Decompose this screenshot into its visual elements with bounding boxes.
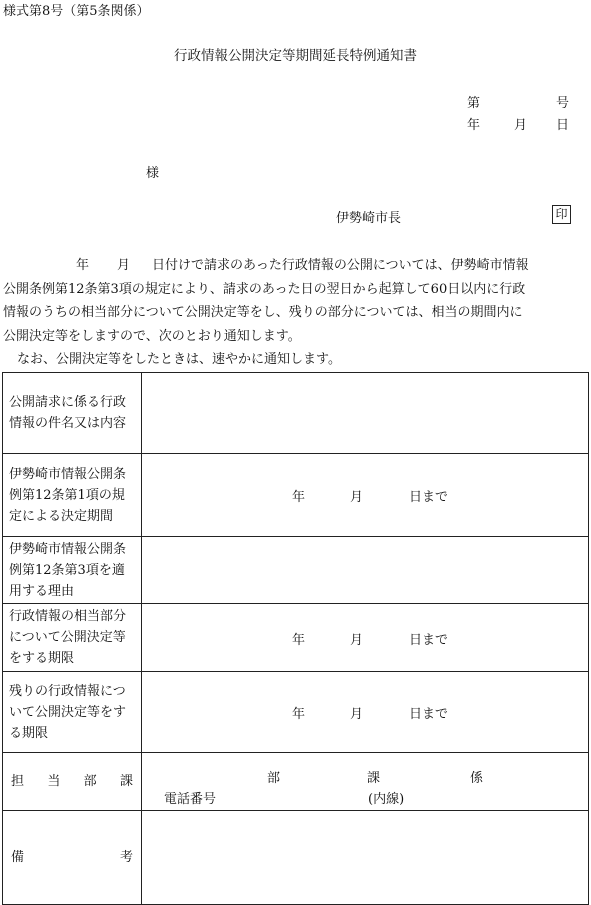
document-title: 行政情報公開決定等期間延長特例通知書 xyxy=(174,48,417,64)
remarks-label xyxy=(3,811,142,905)
body-line-1-text: 日付けで請求のあった行政情報の公開については、伊勢崎市情報 xyxy=(152,258,529,273)
extension-label: (内線) xyxy=(368,792,405,807)
dept-kakari-label: 係 xyxy=(470,771,484,786)
department-label xyxy=(3,753,142,811)
body-line-5: なお、公開決定等をしたときは、速やかに通知します。 xyxy=(17,352,341,367)
issuer-name: 伊勢崎市長 xyxy=(336,211,402,226)
partial-deadline-month: 月 xyxy=(350,632,364,648)
partial-deadline-label: 行政情報の相当部分について公開決定等をする期限 xyxy=(3,604,142,672)
partial-deadline-day: 日まで xyxy=(409,632,449,648)
partial-deadline-year: 年 xyxy=(292,632,306,648)
decision-period-label: 伊勢崎市情報公開条例第12条第1項の規定による決定期間 xyxy=(3,454,142,537)
table-row-department xyxy=(3,753,589,811)
date-month-label: 月 xyxy=(514,118,528,133)
remaining-deadline-day: 日まで xyxy=(409,707,449,722)
notice-body xyxy=(3,254,587,372)
partial-deadline-value xyxy=(142,604,589,672)
reason-value xyxy=(142,537,589,604)
dept-bu-label: 部 xyxy=(267,771,281,786)
seal-mark: 印 xyxy=(552,205,571,224)
subject-label: 公開請求に係る行政情報の件名又は内容 xyxy=(3,373,142,454)
table-row-decision-period xyxy=(3,454,589,537)
remarks-label-char-2: 考 xyxy=(119,850,133,865)
subject-value xyxy=(142,373,589,454)
phone-number-label: 電話番号 xyxy=(164,792,217,807)
remaining-deadline-year: 年 xyxy=(292,707,306,722)
table-row-remarks xyxy=(3,811,589,905)
table-row-partial-deadline xyxy=(3,604,589,672)
remaining-deadline-month: 月 xyxy=(350,707,364,722)
addressee-honorific: 様 xyxy=(146,166,160,181)
table-row-reason xyxy=(3,537,589,604)
date-day-label: 日 xyxy=(556,118,570,133)
body-month-label: 月 xyxy=(117,258,131,273)
decision-period-value xyxy=(142,454,589,537)
department-label-char-2: 当 xyxy=(47,774,61,789)
body-line-4: 公開決定等をしますので、次のとおり通知します。 xyxy=(3,328,301,344)
body-year-label: 年 xyxy=(76,258,90,273)
dept-ka-label: 課 xyxy=(367,771,381,786)
department-value xyxy=(142,753,589,811)
form-number-label: 様式第8号（第5条関係） xyxy=(3,4,150,19)
decision-period-year: 年 xyxy=(292,490,306,505)
body-line-1 xyxy=(3,254,587,278)
date-year-label: 年 xyxy=(467,118,481,133)
body-line-2: 公開条例第12条第3項の規定により、請求のあった日の翌日から起算して60日以内に行政 xyxy=(3,281,526,297)
body-line-3: 情報のうちの相当部分について公開決定等をし、残りの部分については、相当の期間内に xyxy=(3,305,523,320)
decision-period-day: 日まで xyxy=(409,490,449,505)
table-row-remaining-deadline xyxy=(3,672,589,753)
notice-details-table xyxy=(2,372,589,905)
table-row-subject xyxy=(3,373,589,454)
doc-number-prefix: 第 xyxy=(467,96,481,111)
doc-number-suffix: 号 xyxy=(556,96,570,111)
reason-label: 伊勢崎市情報公開条例第12条第3項を適用する理由 xyxy=(3,537,142,604)
remarks-label-char-1: 備 xyxy=(11,850,25,865)
remarks-value xyxy=(142,811,589,905)
department-label-char-4: 課 xyxy=(119,774,133,789)
department-label-char-1: 担 xyxy=(11,774,25,789)
department-label-char-3: 部 xyxy=(83,774,97,789)
remaining-deadline-label: 残りの行政情報について公開決定等をする期限 xyxy=(3,672,142,753)
decision-period-month: 月 xyxy=(350,490,364,505)
remaining-deadline-value xyxy=(142,672,589,753)
